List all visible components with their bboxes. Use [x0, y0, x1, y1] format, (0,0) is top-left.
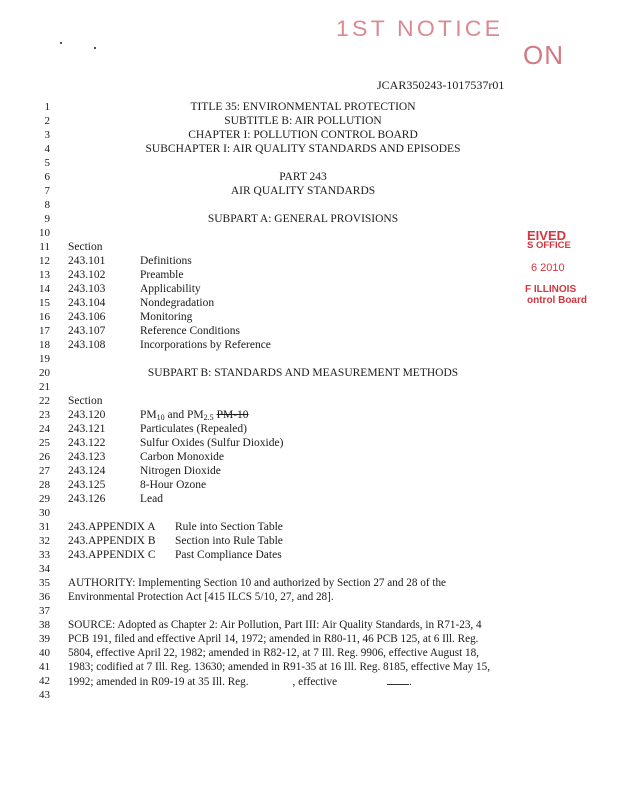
line-number: 2 — [44, 115, 50, 127]
toc-section-number: 243.125 — [68, 479, 106, 491]
line-number: 5 — [44, 157, 50, 169]
received-stamp-line: EIVED — [527, 228, 567, 243]
toc-section-number: 243.123 — [68, 451, 106, 463]
toc-section-number: 243.121 — [68, 423, 106, 435]
line-number: 1 — [44, 101, 50, 113]
toc-section-title: Past Compliance Dates — [175, 549, 282, 561]
toc-section-number: 243.108 — [68, 339, 106, 351]
title-heading: TITLE 35: ENVIRONMENTAL PROTECTION — [190, 101, 416, 113]
date-blank — [387, 675, 409, 685]
toc-section-number: 243.124 — [68, 465, 106, 477]
toc-section-title: Lead — [140, 493, 163, 505]
notice-stamp-suffix: ON — [523, 40, 564, 70]
toc-section-number: 243.102 — [68, 269, 106, 281]
toc-section-number: 243.APPENDIX B — [68, 535, 156, 547]
line-number: 18 — [39, 339, 50, 351]
toc-section-number: 243.APPENDIX A — [68, 521, 156, 533]
subpart-a-heading: SUBPART A: GENERAL PROVISIONS — [207, 213, 399, 225]
line-number: 14 — [39, 283, 50, 295]
received-stamp-line: F ILLINOIS — [525, 284, 577, 295]
line-number: 24 — [39, 423, 50, 435]
line-number: 15 — [39, 297, 50, 309]
authority-note-cont: Environmental Protection Act [415 ILCS 5/10, 27, and 28]. — [68, 591, 334, 603]
line-number: 31 — [39, 521, 50, 533]
toc-section-title: Rule into Section Table — [175, 521, 283, 533]
line-number: 17 — [39, 325, 50, 337]
part-heading: PART 243 — [279, 171, 327, 183]
toc-section-number: 243.101 — [68, 255, 106, 267]
received-stamp-line: S OFFICE — [527, 240, 571, 251]
line-number: 26 — [39, 451, 50, 463]
toc-section-number: 243.122 — [68, 437, 106, 449]
line-number: 13 — [39, 269, 50, 281]
toc-section-title: Nitrogen Dioxide — [140, 465, 221, 477]
line-number: 8 — [44, 199, 50, 211]
source-note-cont: 1983; codified at 7 Ill. Reg. 13630; amended in R91-35 at 16 Ill. Reg. 8185, effective May 15, — [68, 661, 491, 673]
line-number: 34 — [39, 563, 50, 575]
toc-section-title: Sulfur Oxides (Sulfur Dioxide) — [140, 437, 284, 449]
line-number: 11 — [39, 241, 50, 253]
subpart-b-heading: SUBPART B: STANDARDS AND MEASUREMENT METHODS — [147, 367, 459, 379]
source-note: SOURCE: Adopted as Chapter 2: Air Pollution, Part III: Air Quality Standards, in R71-23, 4 — [68, 619, 482, 631]
toc-section-title: Nondegradation — [140, 297, 215, 309]
toc-section-title: $PM_{10}$ and $PM_{2.5}$ PM-10 — [140, 409, 249, 422]
toc-section-number: 243.103 — [68, 283, 106, 295]
line-number: 38 — [39, 619, 50, 631]
line-number: 27 — [39, 465, 50, 477]
part-title: AIR QUALITY STANDARDS — [230, 185, 376, 197]
toc-section-title: Particulates (Repealed) — [140, 423, 247, 435]
scan-speck — [60, 42, 62, 44]
line-number: 36 — [39, 591, 50, 603]
line-number: 12 — [39, 255, 50, 267]
toc-section-title: 8-Hour Ozone — [140, 479, 207, 491]
subtitle-heading: SUBTITLE B: AIR POLLUTION — [224, 115, 382, 127]
line-number: 7 — [44, 185, 50, 197]
line-number: 23 — [39, 409, 50, 421]
toc-section-title: Monitoring — [140, 311, 193, 323]
line-number: 28 — [39, 479, 50, 491]
line-number: 6 — [44, 171, 50, 183]
line-number: 42 — [39, 675, 50, 687]
received-stamp-date: 6 2010 — [531, 262, 565, 274]
line-number: 3 — [44, 129, 50, 141]
line-number: 16 — [39, 311, 50, 323]
line-number: 41 — [39, 661, 50, 673]
line-number: 21 — [39, 381, 50, 393]
source-note-cont: 1992; amended in R09-19 at 35 Ill. Reg. , effective . — [68, 676, 412, 688]
source-note-cont: 5804, effective April 22, 1982; amended in R82-12, at 7 Ill. Reg. 9906, effective August 18, — [68, 647, 479, 659]
line-number: 25 — [39, 437, 50, 449]
toc-section-title: Definitions — [140, 255, 192, 267]
notice-stamp-text: 1ST NOTICE — [336, 16, 504, 41]
line-number: 22 — [39, 395, 50, 407]
toc-section-number: 243.APPENDIX C — [68, 549, 156, 561]
line-number: 4 — [44, 143, 50, 155]
subchapter-heading: SUBCHAPTER I: AIR QUALITY STANDARDS AND EPISODES — [145, 143, 461, 155]
line-number: 29 — [39, 493, 50, 505]
chapter-heading: CHAPTER I: POLLUTION CONTROL BOARD — [188, 129, 418, 141]
line-number: 32 — [39, 535, 50, 547]
line-number: 10 — [39, 227, 50, 239]
line-number: 20 — [39, 367, 50, 379]
toc-section-title: Preamble — [140, 269, 184, 281]
line-number: 39 — [39, 633, 50, 645]
line-number: 9 — [44, 213, 50, 225]
document-id: JCAR350243-1017537r01 — [377, 78, 505, 92]
received-stamp-line: ontrol Board — [527, 295, 587, 306]
toc-section-number: 243.107 — [68, 325, 106, 337]
toc-section-number: 243.126 — [68, 493, 106, 505]
toc-section-number: 243.104 — [68, 297, 106, 309]
toc-section-title: Carbon Monoxide — [140, 451, 225, 463]
scan-speck — [94, 47, 96, 49]
line-number: 35 — [39, 577, 50, 589]
line-number: 43 — [39, 689, 50, 701]
line-number: 30 — [39, 507, 50, 519]
line-number: 40 — [39, 647, 50, 659]
toc-section-title: Section into Rule Table — [175, 535, 283, 547]
section-label: Section — [68, 241, 103, 253]
toc-section-number: 243.106 — [68, 311, 106, 323]
line-number: 33 — [39, 549, 50, 561]
line-number: 37 — [39, 605, 50, 617]
section-label: Section — [68, 395, 103, 407]
source-note-cont: PCB 191, filed and effective April 14, 1972; amended in R80-11, 46 PCB 125, at 6 Ill. Reg. — [68, 633, 479, 645]
authority-note: AUTHORITY: Implementing Section 10 and authorized by Section 27 and 28 of the — [68, 577, 447, 589]
toc-section-title: Reference Conditions — [140, 325, 240, 337]
toc-section-title: Applicability — [140, 283, 201, 295]
toc-section-number: 243.120 — [68, 409, 106, 421]
toc-section-title: Incorporations by Reference — [140, 339, 271, 351]
line-number: 19 — [39, 353, 50, 365]
